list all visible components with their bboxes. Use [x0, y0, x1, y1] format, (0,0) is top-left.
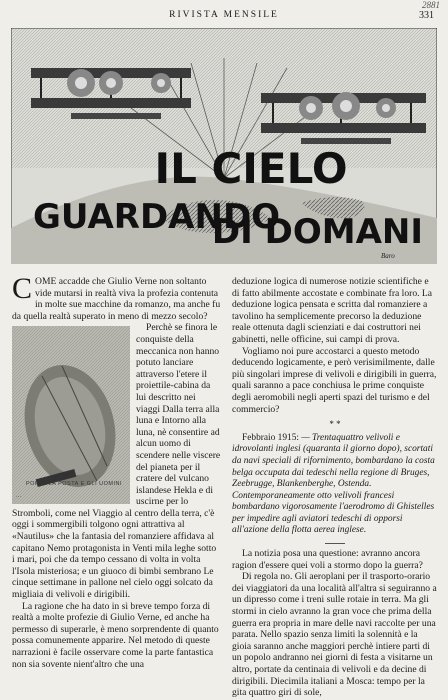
dirigible-illustration — [12, 326, 130, 504]
left-paragraph-3: La ragione che ha dato in sì breve tempo forza di realtà a molte profezie di Giulio Verne, ed anche ha permesso di superarle, è meno sorprendente di quanto possa comunemente apparire. Nel metodo di queste narrazioni è facile osservare come la parte fantastica non sia sovente nient'altro che una — [12, 600, 219, 670]
banner-title-line1: IL CIELO — [154, 144, 348, 193]
right-paragraph-2: Vogliamo noi pure accostarci a questo metodo deducendo logicamente, e però verisimilmente, dalle più singolari imprese di velivoli e dirigibili in guerra, quali saranno a pace conchiusa le prime conquiste degli aeromobili negli aperti spazi del turismo e del commercio? — [232, 345, 437, 415]
dirigible-figure — [12, 326, 130, 504]
page-header — [0, 0, 448, 26]
page-number: 331 — [419, 10, 434, 21]
artist-signature: Baro — [381, 252, 395, 260]
banner-title-line2b: DI DOMANI — [211, 212, 423, 252]
divider — [325, 543, 345, 544]
right-paragraph-1: deduzione logica di numerose notizie scientifiche e di fatto abilmente accostate e combinate fra loro. La deduzione logica pensata e scritta dal romanziere a tavolino ha semplicemente precorso la deduzione reale ottenuta dagli scienziati e dai costruttori nei gabinetti, nelle officine, sui campi di prova. — [232, 276, 433, 345]
right-paragraph-3: La notizia posa una questione: avranno ancora ragion d'essere quei voli a stormo dopo la guerra? — [232, 548, 423, 571]
left-paragraph-2: Perchè se finora le conquiste della meccanica non hanno potuto lanciare attraverso l'etere il proiettile-cabina da lui descritto nei viaggi Dalla terra alla luna e Intorno alla luna, nè consentire ad alcun uomo di scendere nelle viscere del pianeta per il cratere del vulcano islandese Hekla e di uscirne per lo Stromboli, come nel Viaggio al centro della terra, c'è oggi i sommergibili tolgono ogni attrattiva al «Nautilus» che la fantasia del romanziere affidava al capitano Nemo protagonista in Venti mila leghe sotto i mari, poi che da tempo cessano di volta in volta l'Isola misteriosa; e un giuoco di bimbi sembrano Le cinque settimane in pallone nel cielo oggi solcato da migliaia di velivoli e dirigibili. — [12, 322, 221, 601]
left-column — [12, 272, 221, 670]
drop-cap: C — [12, 272, 33, 305]
right-column — [232, 276, 438, 699]
right-paragraph-4: Di regola no. Gli aeroplani per il trasporto-orario dei viaggiatori da una località all'altra si seguiranno a un dipresso come i treni sulle rotaie in terra. Ma gli stormi in cielo avranno la gran voce che prima della guerra era propria in mare delle navi raccolte per una parata. Nello spazio senza limiti la solennità e la gioia saranno anche maggiori perchè intiere parti di un popolo andranno nei giorni di festa a visitarne un altro, portate da centinaia di velivoli e da decine di dirigibili. Diecimila italiani a Mosca: tempo per la gita quattro giri di sole, — [232, 571, 437, 699]
dispatch-text: — Trentaquattro velivoli e idrovolanti inglesi (quaranta il giorno dopo), scortati da navi speciali di rifornimento, bombardano la costa belga occupata dai tedeschi nella regione di Bruges, Zeebrugge, Blankenberghe, Ostenda. Contemporaneamente otto velivoli francesi bombardano vigorosamente l'aerodromo di Ghistelles per impedire agli aviatori tedeschi di opporsi all'azione della flotta aerea inglese. — [232, 432, 435, 536]
banner-title-line2a: GUARDANDO — [33, 197, 281, 237]
figure-caption: PORTA LA POSTA E GLI UOMINI ... — [16, 481, 123, 499]
dispatch-date: Febbraio 1915: — [242, 432, 300, 443]
section-separator: * * — [329, 419, 341, 430]
running-title: RIVISTA MENSILE — [169, 10, 279, 20]
title-banner-illustration — [11, 28, 437, 264]
left-paragraph-1: OME accadde che Giulio Verne non soltanto vide mutarsi in realtà viva la profezia contenuta in molte sue macchine da romanzo, ma anche fu da quella realtà superato in meno di mezzo secolo? — [12, 276, 221, 322]
archive-mark: 2881 — [422, 0, 440, 10]
